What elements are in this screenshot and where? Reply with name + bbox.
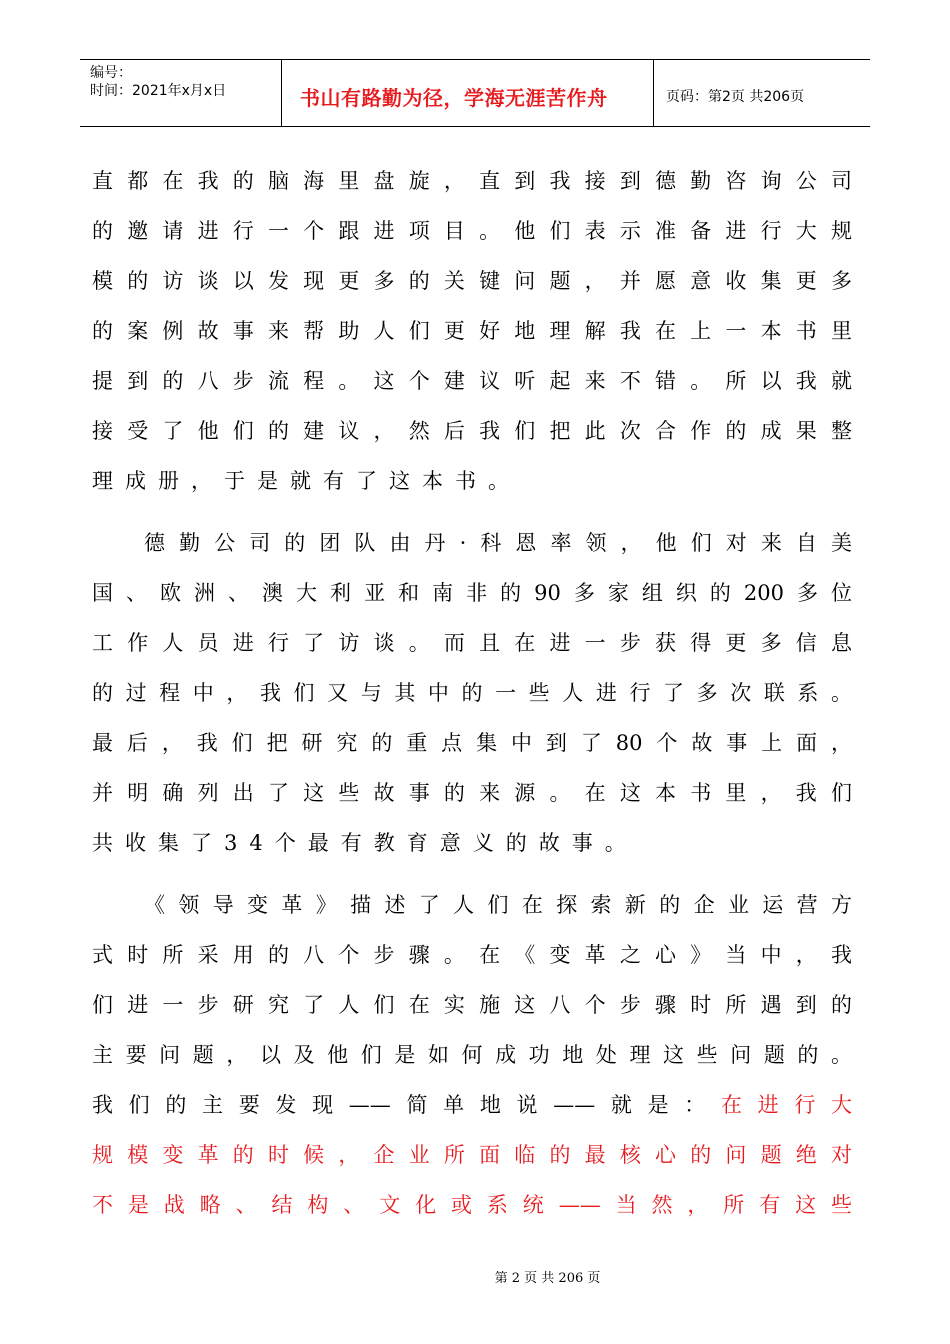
header-meta bbox=[80, 60, 281, 126]
body-line: 《领导变革》描述了人们在探索新的企业运营方 bbox=[144, 893, 852, 917]
header-motto: 书山有路勤为径，学海无涯苦作舟 bbox=[300, 86, 608, 110]
body-line-emphasis: 规模变革的时候，企业所面临的最核心的问题绝对 bbox=[92, 1143, 852, 1167]
body-text-normal: 我们的主要发现——简单地说——就是： bbox=[92, 1093, 721, 1117]
body-line: 接受了他们的建议，然后我们把此次合作的成果整 bbox=[92, 419, 852, 443]
header-page-info: 页码：第2页 共206页 bbox=[666, 89, 805, 105]
body-line: 式时所采用的八个步骤。在《变革之心》当中，我 bbox=[92, 943, 852, 967]
body-line: 最后，我们把研究的重点集中到了80个故事上面， bbox=[92, 731, 852, 755]
header-number-label: 编号： bbox=[90, 65, 132, 81]
body-line: 并明确列出了这些故事的来源。在这本书里，我们 bbox=[92, 781, 852, 805]
body-line: 共收集了34个最有教育意义的故事。 bbox=[92, 831, 638, 855]
body-line: 主要问题，以及他们是如何成功地处理这些问题的。 bbox=[92, 1043, 852, 1067]
body-line: 模的访谈以发现更多的关键问题，并愿意收集更多 bbox=[92, 269, 852, 293]
page-header bbox=[80, 59, 870, 127]
body-line: 们进一步研究了人们在实施这八个步骤时所遇到的 bbox=[92, 993, 852, 1017]
document-body bbox=[92, 156, 852, 1230]
body-line-emphasis: 不是战略、结构、文化或系统——当然，所有这些 bbox=[92, 1193, 852, 1217]
body-line: 直都在我的脑海里盘旋，直到我接到德勤咨询公司 bbox=[92, 169, 852, 193]
header-time-label: 时间：2021年x月x日 bbox=[90, 83, 227, 99]
page-footer: 第 2 页 共 206 页 bbox=[494, 1271, 601, 1286]
header-motto-cell bbox=[281, 60, 654, 126]
body-line: 提到的八步流程。这个建议听起来不错。所以我就 bbox=[92, 369, 852, 393]
body-line: 的过程中，我们又与其中的一些人进行了多次联系。 bbox=[92, 681, 852, 705]
body-line-emphasis-start bbox=[92, 1080, 852, 1130]
body-line: 的案例故事来帮助人们更好地理解我在上一本书里 bbox=[92, 319, 852, 343]
body-line: 德勤公司的团队由丹·科恩率领，他们对来自美 bbox=[144, 531, 852, 555]
body-line: 国、欧洲、澳大利亚和南非的90多家组织的200多位 bbox=[92, 581, 852, 605]
body-line: 工作人员进行了访谈。而且在进一步获得更多信息 bbox=[92, 631, 852, 655]
body-line: 理成册，于是就有了这本书。 bbox=[92, 469, 521, 493]
body-text-emphasis: 在进行大 bbox=[720, 1093, 853, 1117]
header-page-cell bbox=[654, 60, 870, 126]
body-line: 的邀请进行一个跟进项目。他们表示准备进行大规 bbox=[92, 219, 852, 243]
